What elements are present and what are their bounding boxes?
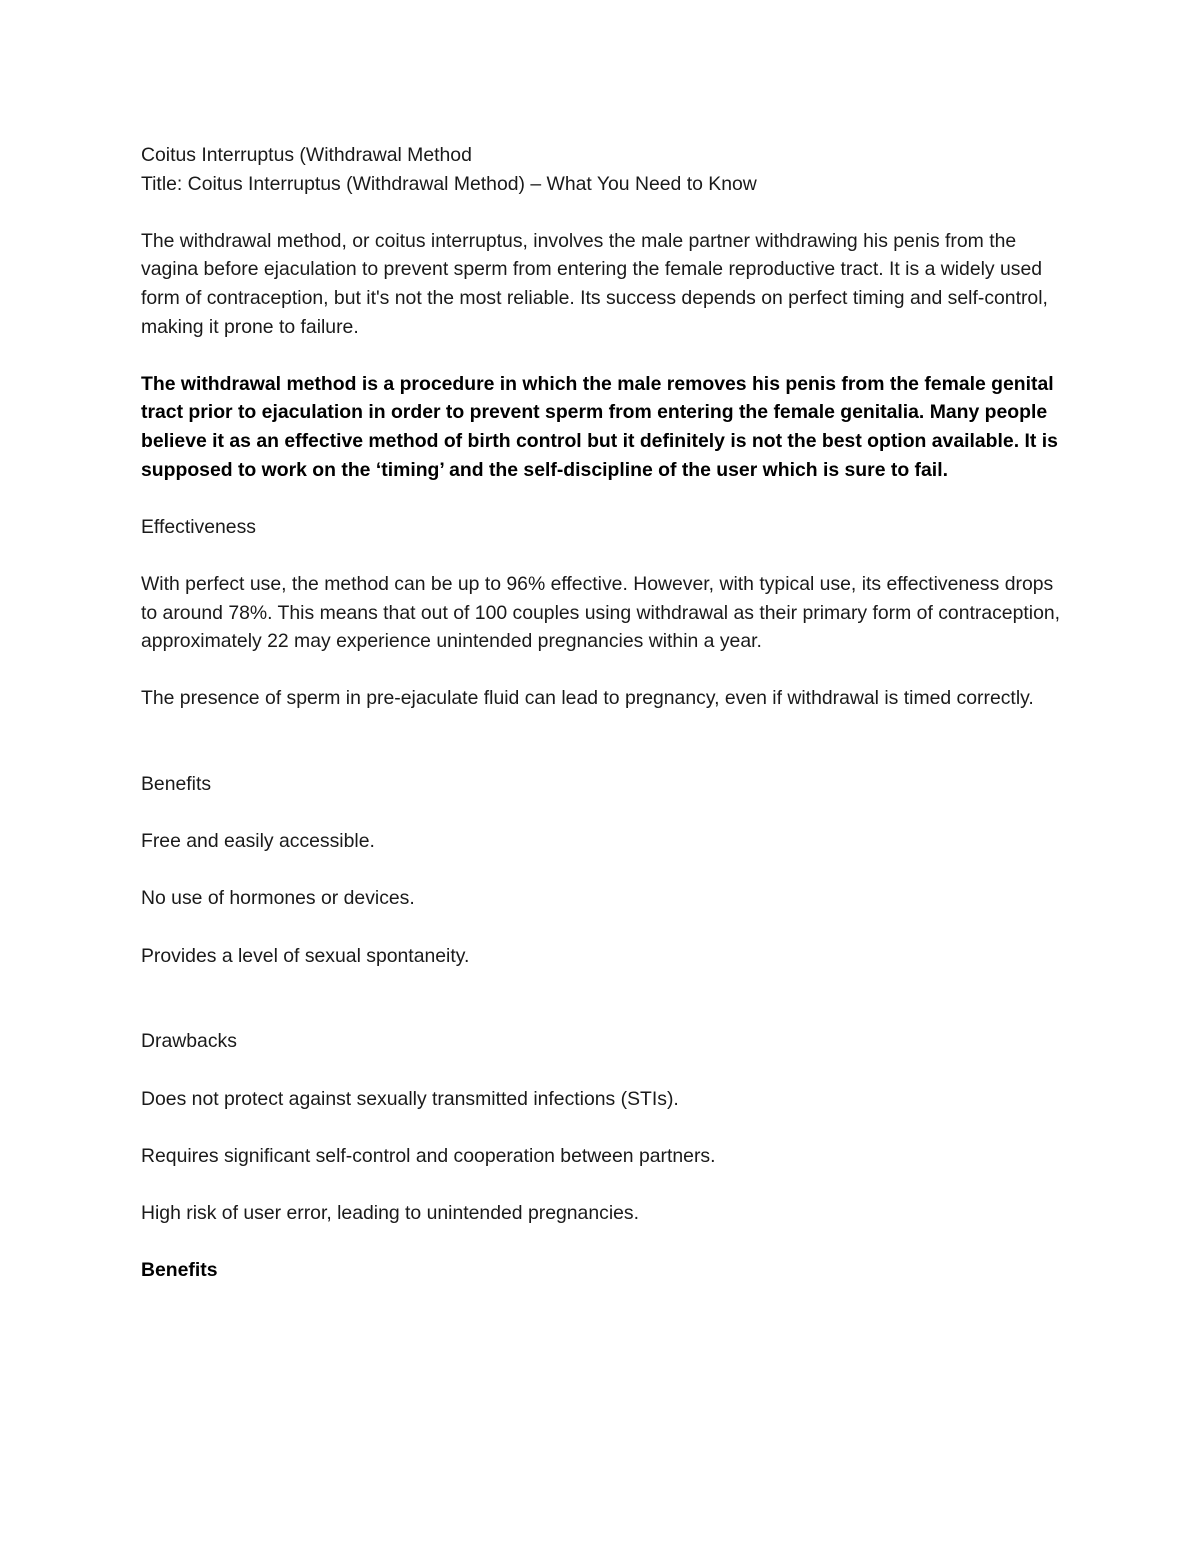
intro-paragraph: The withdrawal method, or coitus interruptus, involves the male partner withdrawing his penis from the vagina before ejaculation to prevent sperm from entering the female reproductive tract. It is a widely used form of contraception, but it's not the most reliable. Its success depends on perfect timing and self-control, making it prone to failure. [141,229,1048,338]
spacer [141,1228,1061,1257]
drawback-item: High risk of user error, leading to unintended pregnancies. [141,1201,639,1224]
drawbacks-heading: Drawbacks [141,1030,237,1053]
spacer [141,341,1061,370]
spacer [141,913,1061,942]
benefit-item: Provides a level of sexual spontaneity. [141,944,470,967]
benefits-heading: Benefits [141,773,212,796]
spacer [141,541,1061,570]
benefit-item: Free and easily accessible. [141,830,375,853]
closing-benefits-heading: Benefits [141,1259,218,1282]
spacer [141,1056,1061,1085]
spacer [141,1113,1061,1142]
drawback-item: Does not protect against sexually transmitted infections (STIs). [141,1087,679,1110]
spacer [141,484,1061,513]
spacer [141,1170,1061,1199]
spacer [141,799,1061,828]
drawback-item: Requires significant self-control and cooperation between partners. [141,1144,716,1167]
effectiveness-heading: Effectiveness [141,515,256,538]
effectiveness-paragraph: With perfect use, the method can be up to 96% effective. However, with typical use, its effectiveness drops to around 78%. This means that out of 100 couples using withdrawal as their primary form of contraception, approximately 22 may experience unintended pregnancies within a year. [141,572,1061,653]
pre-ejaculate-paragraph: The presence of sperm in pre-ejaculate fluid can lead to pregnancy, even if withdrawal is timed correctly. [141,687,1034,710]
spacer [141,198,1061,227]
document-heading: Coitus Interruptus (Withdrawal Method [141,144,472,166]
document-title-line: Title: Coitus Interruptus (Withdrawal Method) – What You Need to Know [141,172,757,195]
benefit-item: No use of hormones or devices. [141,887,415,910]
bold-paragraph: The withdrawal method is a procedure in which the male removes his penis from the female genital tract prior to ejaculation in order to prevent sperm from entering the female genitalia. Many people believe it as an effective method of birth control but it definitely is not the best option available. It is supposed to work on the ‘timing’ and the self-discipline of the user which is sure to fail. [141,372,1058,481]
spacer [141,713,1061,770]
spacer [141,856,1061,885]
spacer [141,970,1061,1027]
document-body [141,141,1061,1285]
spacer [141,656,1061,685]
